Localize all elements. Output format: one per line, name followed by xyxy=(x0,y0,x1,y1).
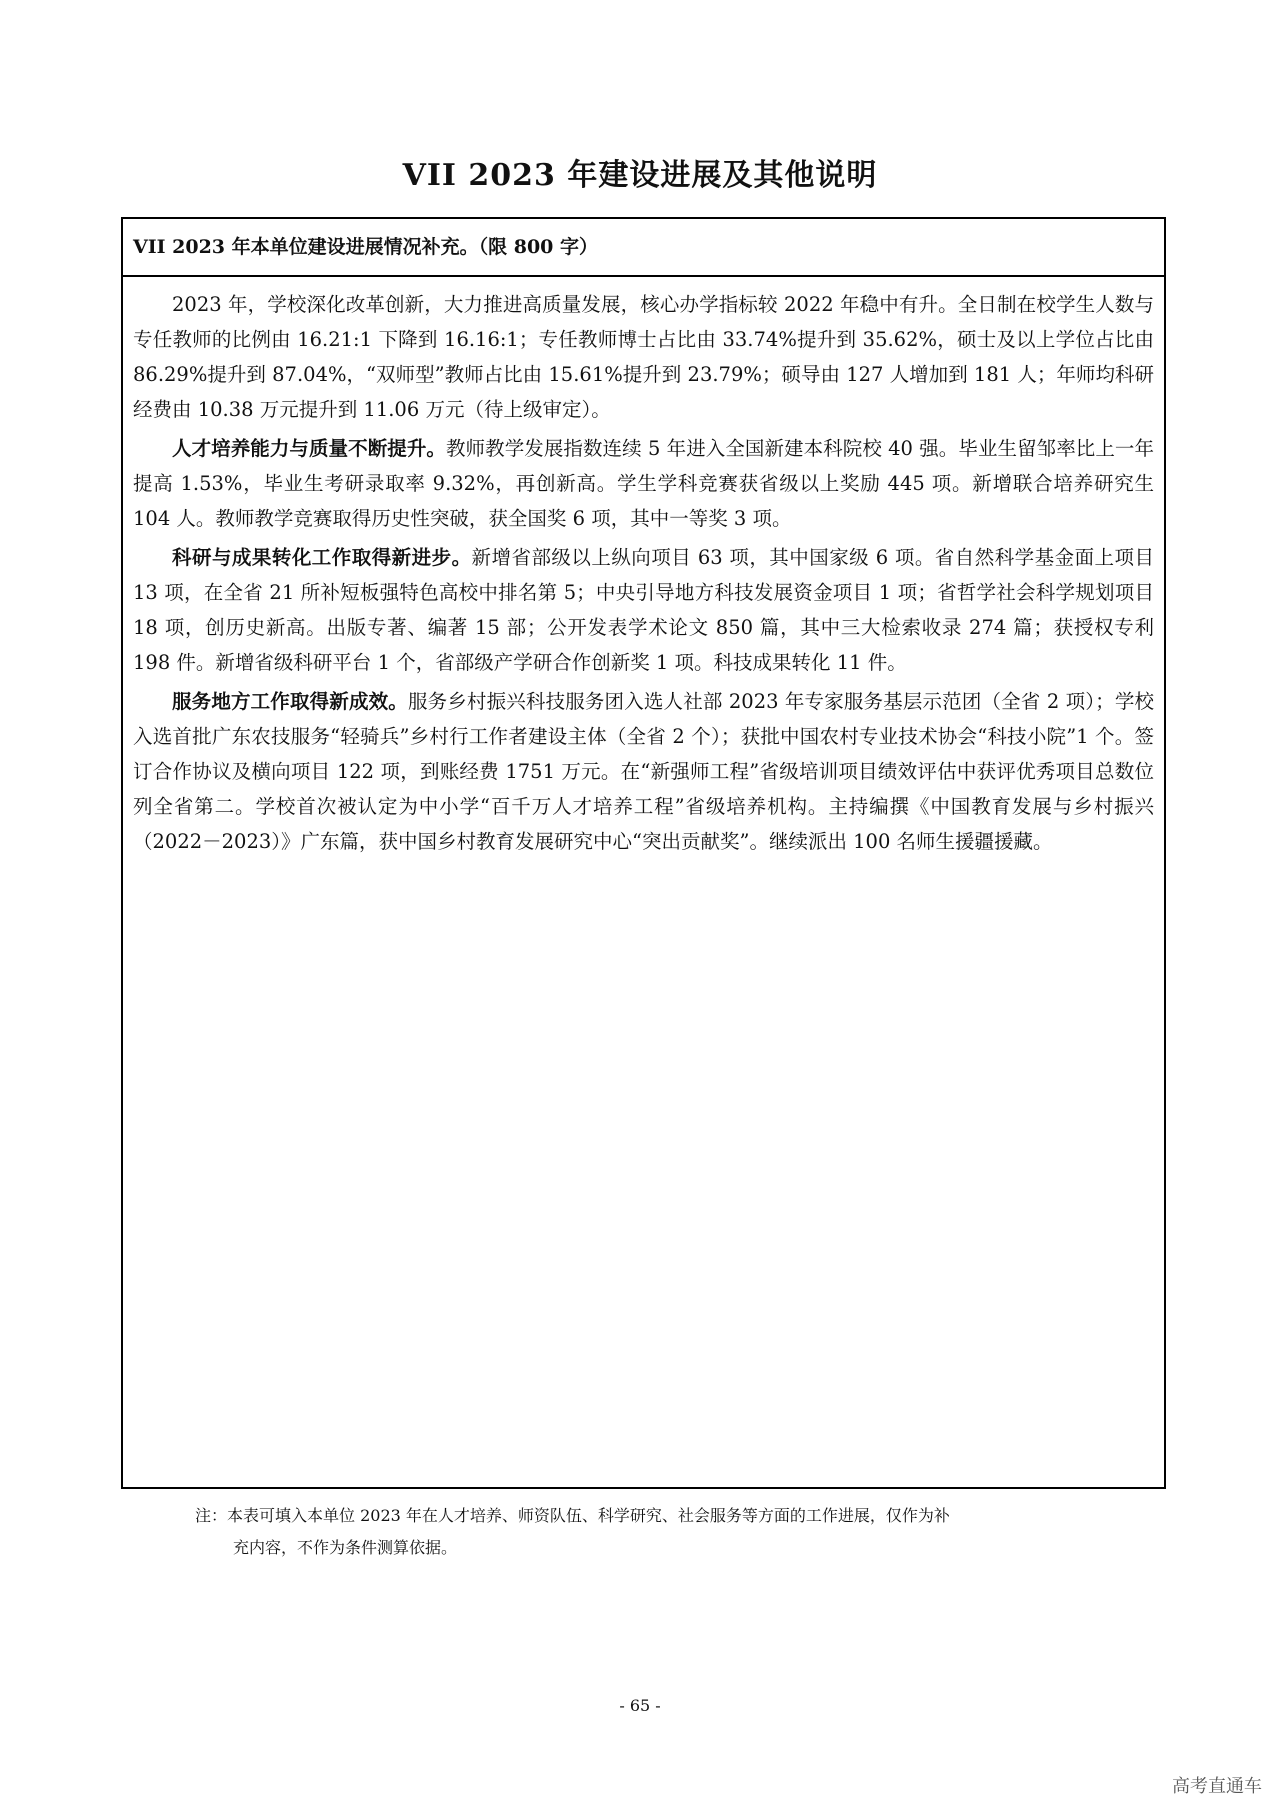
section-header: VII 2023 年本单位建设进展情况补充。（限 800 字） xyxy=(123,219,1164,277)
footnote-line-1: 注：本表可填入本单位 2023 年在人才培养、师资队伍、科学研究、社会服务等方面的工作进展，仅作为补 xyxy=(195,1506,950,1525)
paragraph-lead: 服务地方工作取得新成效。 xyxy=(172,690,408,713)
paragraph-talent-training xyxy=(133,431,1154,536)
paragraph-lead: 人才培养能力与质量不断提升。 xyxy=(172,437,446,460)
paragraph-text: 服务乡村振兴科技服务团入选人社部 2023 年专家服务基层示范团（全省 2 项）；学校入选首批广东农技服务“轻骑兵”乡村行工作者建设主体（全省 2 个）；获批中国农村专业技术协会“科技小院”1 个。签订合作协议及横向项目 122 项，到账经费 1751 万元。在“新强师工程”省级培训项目绩效评估中获评优秀项目总数位列全省第二。学校首次被认定为中小学“百千万人才培养工程”省级培养机构。主持编撰《中国教育发展与乡村振兴（2022－2023）》广东篇，获中国乡村教育发展研究中心“突出贡献奖”。继续派出 100 名师生援疆援藏。 xyxy=(133,690,1154,853)
page-title: VII 2023 年建设进展及其他说明 xyxy=(402,158,878,193)
section-body xyxy=(123,277,1164,859)
supplement-table xyxy=(121,217,1166,1489)
footnote xyxy=(195,1500,1105,1564)
watermark-text: 高考直通车 xyxy=(1172,1776,1262,1797)
paragraph-lead: 科研与成果转化工作取得新进步。 xyxy=(172,546,472,569)
paragraph-research xyxy=(133,540,1154,680)
paragraph-overview xyxy=(133,287,1154,427)
page-number: - 65 - xyxy=(619,1696,661,1715)
paragraph-text: 新增省部级以上纵向项目 63 项，其中国家级 6 项。省自然科学基金面上项目 13 项，在全省 21 所补短板强特色高校中排名第 5；中央引导地方科技发展资金项目 1 项；省哲学社会科学规划项目 18 项，创历史新高。出版专著、编著 15 部；公开发表学术论文 850 篇，其中三大检索收录 274 篇；获授权专利 198 件。新增省级科研平台 1 个，省部级产学研合作创新奖 1 项。科技成果转化 11 件。 xyxy=(133,546,1154,674)
paragraph-local-service xyxy=(133,684,1154,859)
paragraph-text: 教师教学发展指数连续 5 年进入全国新建本科院校 40 强。毕业生留邹率比上一年提高 1.53%，毕业生考研录取率 9.32%，再创新高。学生学科竞赛获省级以上奖励 445 项。新增联合培养研究生 104 人。教师教学竞赛取得历史性突破，获全国奖 6 项，其中一等奖 3 项。 xyxy=(133,437,1154,530)
footnote-line-2: 充内容，不作为条件测算依据。 xyxy=(233,1538,458,1557)
paragraph-text: 2023 年，学校深化改革创新，大力推进高质量发展，核心办学指标较 2022 年稳中有升。全日制在校学生人数与专任教师的比例由 16.21:1 下降到 16.16:1；专任教师博士占比由 33.74%提升到 35.62%，硕士及以上学位占比由 86.29%提升到 87.04%，“双师型”教师占比由 15.61%提升到 23.79%；硕导由 127 人增加到 181 人；年师均科研经费由 10.38 万元提升到 11.06 万元（待上级审定）。 xyxy=(133,293,1154,421)
